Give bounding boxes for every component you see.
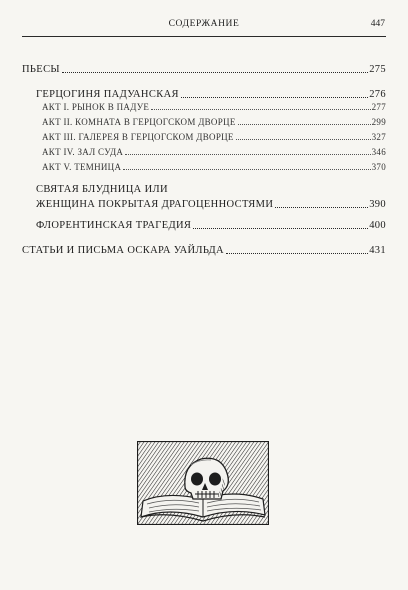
toc-entry-page: 390 [369,199,386,210]
running-title: СОДЕРЖАНИЕ [168,19,240,29]
toc-entry-title: АКТ I. РЫНОК В ПАДУЕ [42,102,150,112]
toc-entry-act-3[interactable] [42,129,386,143]
toc-entry-title: ФЛОРЕНТИНСКАЯ ТРАГЕДИЯ [36,220,192,231]
toc-entry-harlot-line1[interactable]: СВЯТАЯ БЛУДНИЦА ИЛИ [36,184,168,195]
dot-leader [181,97,368,98]
toc-entry-page: 431 [369,245,386,256]
dot-leader [226,253,368,254]
toc-entry-title: ГЕРЦОГИНЯ ПАДУАНСКАЯ [36,89,179,100]
dot-leader [123,169,370,170]
dot-leader [238,124,371,125]
toc-entry-florentine[interactable] [36,218,386,232]
toc-entry-page: 275 [369,64,386,75]
skull-on-open-book-engraving-icon [137,441,269,525]
dot-leader [62,72,368,73]
toc-entry-title: ЖЕНЩИНА ПОКРЫТАЯ ДРАГОЦЕННОСТЯМИ [36,199,274,210]
page-number: 447 [370,19,385,29]
toc-entry-act-5[interactable] [42,159,386,173]
toc-entry-articles[interactable] [22,243,386,257]
toc-entry-page: 370 [371,162,386,172]
toc-entry-page: 277 [371,102,386,112]
dot-leader [193,228,368,229]
toc-entry-title: АКТ III. ГАЛЕРЕЯ В ГЕРЦОГСКОМ ДВОРЦЕ [42,132,234,142]
toc-entry-title: АКТ V. ТЕМНИЦА [42,162,122,172]
toc-entry-act-4[interactable] [42,144,386,158]
toc-entry-page: 327 [371,132,386,142]
dot-leader [275,207,368,208]
toc-entry-page: 299 [371,117,386,127]
toc-entry-title: ПЬЕСЫ [22,64,60,75]
running-header [22,16,386,37]
toc-entry-title: АКТ IV. ЗАЛ СУДА [42,147,124,157]
toc-entry-act-1[interactable] [42,99,386,113]
dot-leader [236,139,371,140]
toc-entry-page: 346 [371,147,386,157]
toc-entry-title: АКТ II. КОМНАТА В ГЕРЦОГСКОМ ДВОРЦЕ [42,117,236,127]
toc-entry-plays[interactable] [22,62,386,76]
dot-leader [151,109,370,110]
dot-leader [125,154,370,155]
toc-entry-act-2[interactable] [42,114,386,128]
toc-entry-page: 400 [369,220,386,231]
toc-entry-title: СТАТЬИ И ПИСЬМА ОСКАРА УАЙЛЬДА [22,245,224,256]
toc-entry-page: 276 [369,89,386,100]
toc-entry-harlot[interactable] [36,197,386,211]
